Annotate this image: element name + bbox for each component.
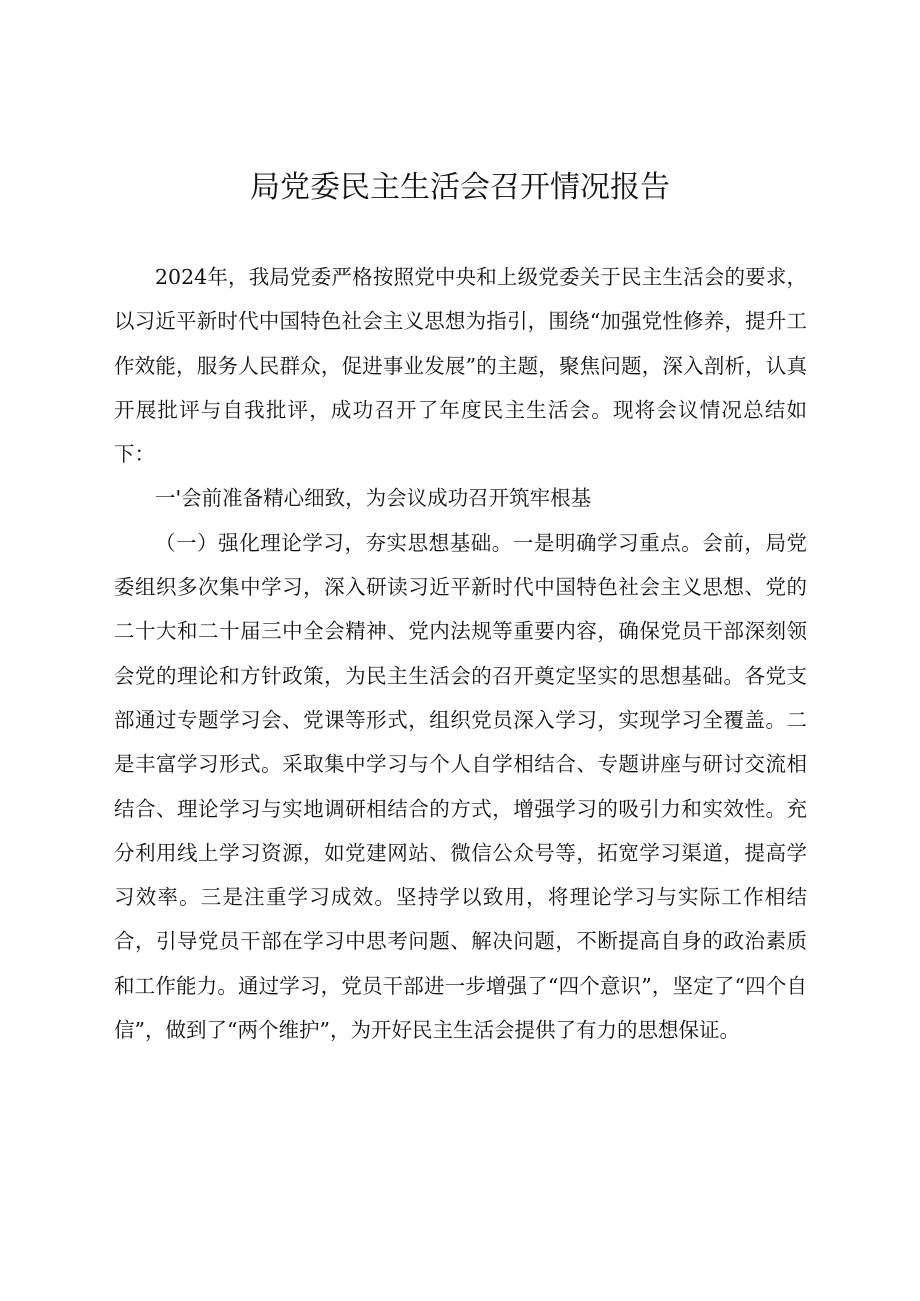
document-title: 局党委民主生活会召开情况报告 (250, 170, 670, 205)
intro-paragraph: 2024年，我局党委严格按照党中央和上级党委关于民主生活会的要求，以习近平新时代中国特色社会主义思想为指引，围绕“加强党性修养，提升工作效能，服务人民群众，促进事业发展”的主题，聚焦问题，深入剖析，认真开展批评与自我批评，成功召开了年度民主生活会。现将会议情况总结如下： (114, 265, 807, 467)
document-body (114, 255, 807, 1052)
section-heading: 一'会前准备精心细致，为会议成功召开筑牢根基 (155, 486, 592, 511)
body-paragraph: （一）强化理论学习，夯实思想基础。一是明确学习重点。会前，局党委组织多次集中学习，深入研读习近平新时代中国特色社会主义思想、党的二十大和二十届三中全会精神、党内法规等重要内容，确保党员干部深刻领会党的理论和方针政策，为民主生活会的召开奠定坚实的思想基础。各党支部通过专题学习会、党课等形式，组织党员深入学习，实现学习全覆盖。二是丰富学习形式。采取集中学习与个人自学相结合、专题讲座与研讨交流相结合、理论学习与实地调研相结合的方式，增强学习的吸引力和实效性。充分利用线上学习资源，如党建网站、微信公众号等，拓宽学习渠道，提高学习效率。三是注重学习成效。坚持学以致用，将理论学习与实际工作相结合，引导党员干部在学习中思考问题、解决问题，不断提高自身的政治素质和工作能力。通过学习，党员干部进一步增强了“四个意识”，坚定了“四个自信”，做到了“两个维护”，为开好民主生活会提供了有力的思想保证。 (114, 530, 807, 1043)
